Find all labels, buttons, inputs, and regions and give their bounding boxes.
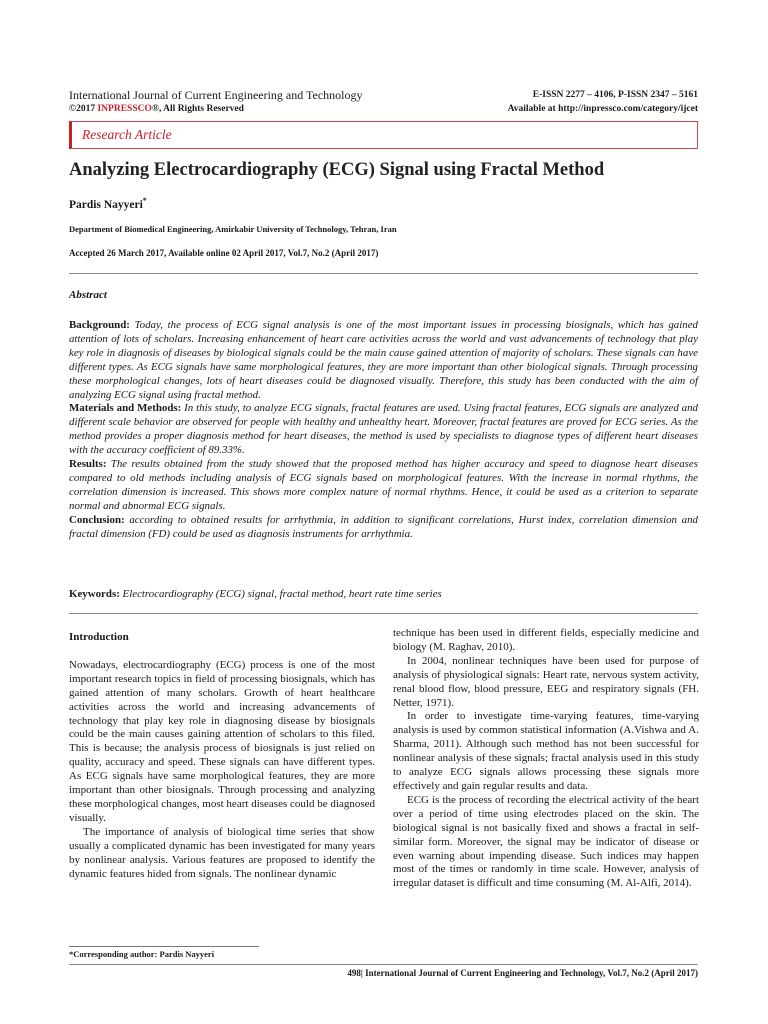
article-type-box: [69, 121, 698, 149]
paragraph: technique has been used in different fields, especially medicine and biology (M. Raghav, 2010).: [393, 627, 699, 653]
section-heading-introduction: Introduction: [69, 631, 129, 643]
abstract-body: [69, 319, 698, 542]
paragraph: In order to investigate time-varying features, time-varying analysis is used by common statistical information (A.Vishwa and A. Sharma, 2011). Although such method has not been successful for nonlinear analysis of these signals; fractal analysis used in this study to analyze ECG signals allows processing these signals more effectively and gain regular results and data.: [393, 710, 699, 792]
article-type: Research Article: [82, 127, 172, 142]
abstract-background: Background: Today, the process of ECG signal analysis is one of the most important issues in processing biosignals, which has gained attention of lots of scholars. Increasing enhancement of heart care activities across the world and vast advancements of technology that play key role in diagnosis of diseases by biological signals could be the main cause gained attention of majority of scholars. These signals can have different types. As ECG signals have same morphological features, they are more important than other biological signals. Through processing these morphological changes, lots of heart diseases could be diagnosed visually. Therefore, this study has been conducted with the aim of analyzing ECG signal using fractal method.: [69, 319, 698, 401]
author: Pardis Nayyeri*: [69, 196, 147, 211]
divider-keywords: [69, 613, 698, 614]
journal-header: [69, 88, 363, 116]
footnote: *Corresponding author: Pardis Nayyeri: [69, 949, 215, 959]
column-right: [393, 627, 699, 891]
column-left: [69, 631, 375, 881]
footnote-divider: [69, 946, 259, 947]
abstract-heading: Abstract: [69, 289, 107, 301]
paragraph: In 2004, nonlinear techniques have been used for purpose of analysis of physiological signals: Heart rate, nervous system activity, renal blood flow, blood pressure, EEG and respiratory signals (FH. Netter, 1971).: [393, 654, 699, 709]
journal-name: International Journal of Current Engineering and Technology: [69, 88, 363, 102]
divider-footer: [69, 964, 698, 965]
copyright-line: ©2017 INPRESSCO®, All Rights Reserved: [69, 104, 244, 114]
keywords: Keywords: Electrocardiography (ECG) signal, fractal method, heart rate time series: [69, 588, 442, 600]
issn-block: [508, 88, 698, 116]
paragraph: The importance of analysis of biological time series that show usually a complicated dynamic has been investigated for many years by nonlinear analysis. Various features are proposed to identify the dynamic features hided from signals. The nonlinear dynamic: [69, 825, 375, 880]
abstract-results: Results: The results obtained from the study showed that the proposed method has higher accuracy and speed to diagnose heart diseases compared to old methods including analysis of ECG signals based on morphological features. With the increase in normal rhythms, the correlation dimension is increased. This shows more complex nature of normal rhythms. Hence, it could be used as a criterion to separate normal and abnormal ECG signals.: [69, 458, 698, 512]
paper-title: Analyzing Electrocardiography (ECG) Signal using Fractal Method: [69, 160, 605, 180]
abstract-conclusion: Conclusion: according to obtained results for arrhythmia, in addition to significant correlations, Hurst index, correlation dimension and fractal dimension (FD) could be used as diagnosis instruments for arrhythmia.: [69, 513, 698, 540]
page-footer: 498| International Journal of Current Engineering and Technology, Vol.7, No.2 (April 2017): [347, 968, 698, 978]
paragraph: ECG is the process of recording the electrical activity of the heart over a period of time using electrodes placed on the skin. The biological signal is not basically fixed and shows a fractal in self-similar form. Moreover, the signal may be indicator of disease or even warning about impending disease. Such indices may happen most of the times or randomly in time scale. However, analysis of irregular dataset is difficult and time consuming (M. Al-Alfi, 2014).: [393, 793, 699, 890]
abstract-methods: Materials and Methods: In this study, to analyze ECG signals, fractal features are used. Using fractal features, ECG signals are analyzed and different scale behavior are observed for people with healthy and unhealthy heart. Moreover, fractal features are proved for ECG series. As the method provides a proper diagnosis method for heart diseases, the method is used by specialists to diagnose types of different heart diseases with the accuracy coefficient of 89.33%.: [69, 402, 699, 457]
publisher-name: INPRESSCO: [97, 104, 152, 114]
issn: E-ISSN 2277 – 4106, P-ISSN 2347 – 5161: [532, 90, 698, 100]
divider-top: [69, 273, 698, 274]
journal-url[interactable]: Available at http://inpressco.com/category/ijcet: [507, 104, 698, 114]
publication-dates: Accepted 26 March 2017, Available online 02 April 2017, Vol.7, No.2 (April 2017): [69, 248, 379, 258]
paragraph: Nowadays, electrocardiography (ECG) process is one of the most important research topics in field of processing biosignals, which has gained attention of many scholars. Growth of heart healthcare activities across the world and increasing advancements of technology that play key role in diagnosing disease by biosignals could be the main causes gaining attention of scholars to this filed. This is because; the analysis process of biosignals is just relied on quality, accuracy and speed. These signals can have different types. As ECG signals have same morphological features, they are more important than other biosignals. Through processing and analyzing these morphological changes, most heart diseases could be diagnosed visually.: [69, 658, 375, 824]
affiliation: Department of Biomedical Engineering, Amirkabir University of Technology, Tehran, Iran: [69, 224, 397, 234]
author-mark: *: [142, 196, 147, 205]
